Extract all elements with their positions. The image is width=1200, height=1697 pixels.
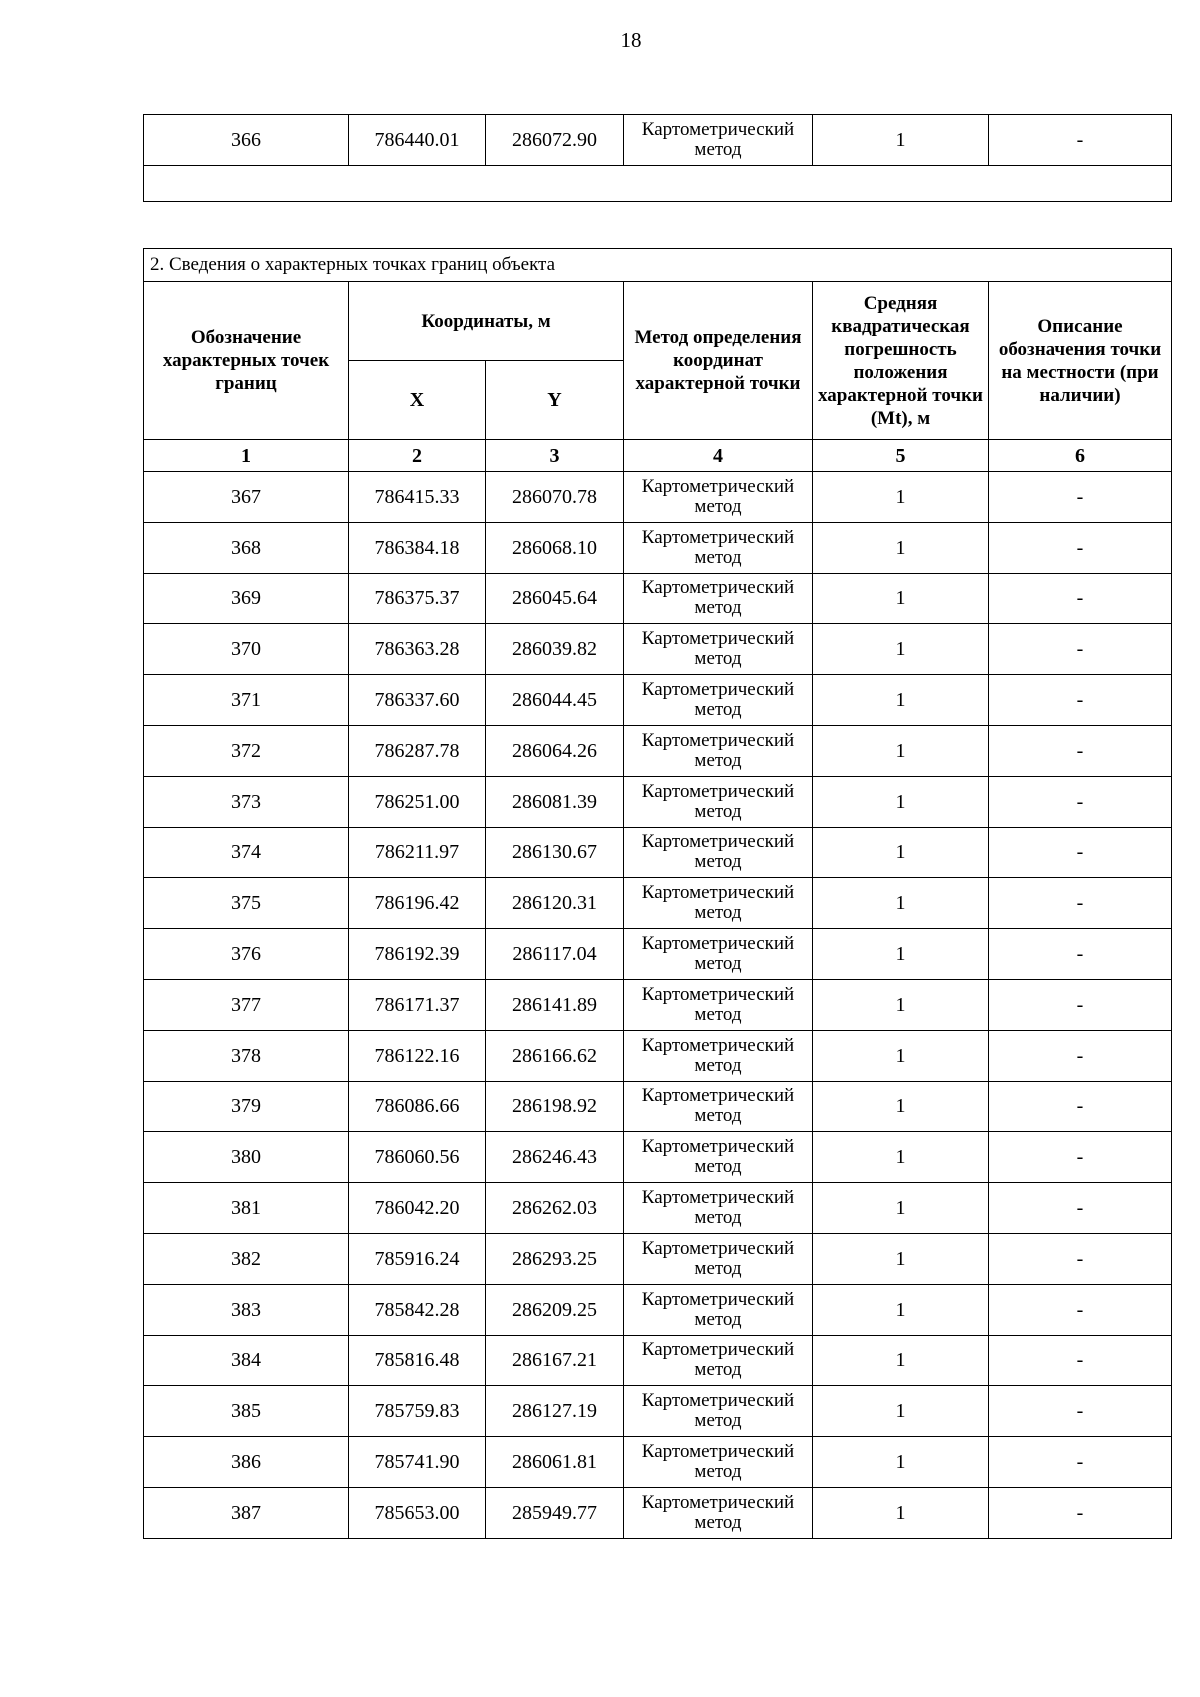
error-cell: 1 xyxy=(813,1030,989,1081)
y-cell: 286293.25 xyxy=(486,1233,624,1284)
table-row xyxy=(144,725,1172,776)
boundary-points-table xyxy=(143,248,1172,1539)
header-x: X xyxy=(349,361,486,440)
x-cell: 786042.20 xyxy=(349,1183,486,1234)
x-cell: 786122.16 xyxy=(349,1030,486,1081)
y-cell: 286061.81 xyxy=(486,1437,624,1488)
method-cell: Картометрический метод xyxy=(624,573,813,624)
error-cell: 1 xyxy=(813,1386,989,1437)
y-cell: 286064.26 xyxy=(486,725,624,776)
error-cell: 1 xyxy=(813,827,989,878)
error-cell: 1 xyxy=(813,979,989,1030)
method-cell: Картометрический метод xyxy=(624,1132,813,1183)
method-cell: Картометрический метод xyxy=(624,1386,813,1437)
point-cell: 372 xyxy=(144,725,349,776)
error-cell: 1 xyxy=(813,624,989,675)
method-cell: Картометрический метод xyxy=(624,1437,813,1488)
y-cell: 286198.92 xyxy=(486,1081,624,1132)
point-cell: 369 xyxy=(144,573,349,624)
empty-cell xyxy=(144,166,1172,202)
y-cell: 285949.77 xyxy=(486,1487,624,1538)
x-cell: 786086.66 xyxy=(349,1081,486,1132)
description-cell: - xyxy=(989,1437,1172,1488)
table-row xyxy=(144,624,1172,675)
header-description: Описание обозначения точки на местности (при наличии) xyxy=(989,282,1172,440)
section-title-row xyxy=(144,249,1172,282)
error-cell: 1 xyxy=(813,725,989,776)
y-cell: 286262.03 xyxy=(486,1183,624,1234)
method-cell: Картометрический метод xyxy=(624,1284,813,1335)
table-row xyxy=(144,522,1172,573)
method-cell: Картометрический метод xyxy=(624,522,813,573)
table-row xyxy=(144,472,1172,523)
point-cell: 367 xyxy=(144,472,349,523)
error-cell: 1 xyxy=(813,1233,989,1284)
description-cell: - xyxy=(989,573,1172,624)
table-row xyxy=(144,1132,1172,1183)
point-cell: 387 xyxy=(144,1487,349,1538)
description-cell: - xyxy=(989,979,1172,1030)
table-row xyxy=(144,1487,1172,1538)
description-cell: - xyxy=(989,1386,1172,1437)
point-cell: 378 xyxy=(144,1030,349,1081)
x-cell: 786060.56 xyxy=(349,1132,486,1183)
y-cell: 286141.89 xyxy=(486,979,624,1030)
point-cell: 380 xyxy=(144,1132,349,1183)
table-row xyxy=(144,979,1172,1030)
table-row xyxy=(144,776,1172,827)
x-cell: 786196.42 xyxy=(349,878,486,929)
y-cell: 286045.64 xyxy=(486,573,624,624)
header-row xyxy=(144,282,1172,361)
point-cell: 386 xyxy=(144,1437,349,1488)
point-cell: 374 xyxy=(144,827,349,878)
header-point: Обозначение характерных точек границ xyxy=(144,282,349,440)
column-number: 4 xyxy=(624,440,813,472)
error-cell: 1 xyxy=(813,522,989,573)
method-cell: Картометрический метод xyxy=(624,827,813,878)
x-cell: 786192.39 xyxy=(349,929,486,980)
table-row xyxy=(144,878,1172,929)
column-number: 3 xyxy=(486,440,624,472)
point-cell: 382 xyxy=(144,1233,349,1284)
method-cell: Картометрический метод xyxy=(624,624,813,675)
y-cell: 286120.31 xyxy=(486,878,624,929)
description-cell: - xyxy=(989,878,1172,929)
table-row xyxy=(144,1183,1172,1234)
x-cell: 786440.01 xyxy=(349,115,486,166)
y-cell: 286130.67 xyxy=(486,827,624,878)
header-coords: Координаты, м xyxy=(349,282,624,361)
method-cell: Картометрический метод xyxy=(624,979,813,1030)
x-cell: 786415.33 xyxy=(349,472,486,523)
table-row xyxy=(144,929,1172,980)
column-number: 5 xyxy=(813,440,989,472)
error-cell: 1 xyxy=(813,878,989,929)
x-cell: 785916.24 xyxy=(349,1233,486,1284)
x-cell: 786337.60 xyxy=(349,675,486,726)
column-number: 2 xyxy=(349,440,486,472)
x-cell: 785842.28 xyxy=(349,1284,486,1335)
error-cell: 1 xyxy=(813,1132,989,1183)
y-cell: 286068.10 xyxy=(486,522,624,573)
description-cell: - xyxy=(989,1487,1172,1538)
y-cell: 286127.19 xyxy=(486,1386,624,1437)
method-cell: Картометрический метод xyxy=(624,1487,813,1538)
error-cell: 1 xyxy=(813,573,989,624)
description-cell: - xyxy=(989,1132,1172,1183)
point-cell: 381 xyxy=(144,1183,349,1234)
error-cell: 1 xyxy=(813,115,989,166)
description-cell: - xyxy=(989,1233,1172,1284)
header-error: Средняя квадратическая погрешность положения характерной точки (Mt), м xyxy=(813,282,989,440)
method-cell: Картометрический метод xyxy=(624,1030,813,1081)
x-cell: 786287.78 xyxy=(349,725,486,776)
x-cell: 786363.28 xyxy=(349,624,486,675)
point-cell: 368 xyxy=(144,522,349,573)
error-cell: 1 xyxy=(813,929,989,980)
table-row xyxy=(144,1335,1172,1386)
x-cell: 786211.97 xyxy=(349,827,486,878)
table-row xyxy=(144,827,1172,878)
description-cell: - xyxy=(989,1284,1172,1335)
table-body xyxy=(144,472,1172,1539)
method-cell: Картометрический метод xyxy=(624,725,813,776)
description-cell: - xyxy=(989,115,1172,166)
description-cell: - xyxy=(989,725,1172,776)
column-number: 6 xyxy=(989,440,1172,472)
table-row xyxy=(144,675,1172,726)
table-row xyxy=(144,1081,1172,1132)
error-cell: 1 xyxy=(813,675,989,726)
y-cell: 286209.25 xyxy=(486,1284,624,1335)
header-y: Y xyxy=(486,361,624,440)
error-cell: 1 xyxy=(813,776,989,827)
error-cell: 1 xyxy=(813,1487,989,1538)
method-cell: Картометрический метод xyxy=(624,1183,813,1234)
x-cell: 786384.18 xyxy=(349,522,486,573)
point-cell: 376 xyxy=(144,929,349,980)
header-method: Метод определения координат характерной точки xyxy=(624,282,813,440)
table-row xyxy=(144,115,1172,166)
column-number-row xyxy=(144,440,1172,472)
x-cell: 786375.37 xyxy=(349,573,486,624)
y-cell: 286039.82 xyxy=(486,624,624,675)
point-cell: 385 xyxy=(144,1386,349,1437)
description-cell: - xyxy=(989,675,1172,726)
error-cell: 1 xyxy=(813,1081,989,1132)
description-cell: - xyxy=(989,776,1172,827)
point-cell: 379 xyxy=(144,1081,349,1132)
y-cell: 286081.39 xyxy=(486,776,624,827)
x-cell: 785653.00 xyxy=(349,1487,486,1538)
method-cell: Картометрический метод xyxy=(624,115,813,166)
table-row xyxy=(144,1030,1172,1081)
method-cell: Картометрический метод xyxy=(624,1081,813,1132)
method-cell: Картометрический метод xyxy=(624,929,813,980)
description-cell: - xyxy=(989,827,1172,878)
point-cell: 373 xyxy=(144,776,349,827)
point-cell: 370 xyxy=(144,624,349,675)
table-row xyxy=(144,1437,1172,1488)
empty-row xyxy=(144,166,1172,202)
description-cell: - xyxy=(989,1081,1172,1132)
table-row xyxy=(144,573,1172,624)
description-cell: - xyxy=(989,929,1172,980)
description-cell: - xyxy=(989,522,1172,573)
error-cell: 1 xyxy=(813,472,989,523)
error-cell: 1 xyxy=(813,1183,989,1234)
error-cell: 1 xyxy=(813,1335,989,1386)
point-cell: 375 xyxy=(144,878,349,929)
continuation-table xyxy=(143,114,1172,202)
method-cell: Картометрический метод xyxy=(624,878,813,929)
table-row xyxy=(144,1284,1172,1335)
point-cell: 377 xyxy=(144,979,349,1030)
y-cell: 286117.04 xyxy=(486,929,624,980)
description-cell: - xyxy=(989,1030,1172,1081)
point-cell: 384 xyxy=(144,1335,349,1386)
description-cell: - xyxy=(989,1335,1172,1386)
x-cell: 785759.83 xyxy=(349,1386,486,1437)
method-cell: Картометрический метод xyxy=(624,1335,813,1386)
x-cell: 785816.48 xyxy=(349,1335,486,1386)
y-cell: 286044.45 xyxy=(486,675,624,726)
y-cell: 286246.43 xyxy=(486,1132,624,1183)
y-cell: 286070.78 xyxy=(486,472,624,523)
x-cell: 785741.90 xyxy=(349,1437,486,1488)
method-cell: Картометрический метод xyxy=(624,1233,813,1284)
method-cell: Картометрический метод xyxy=(624,472,813,523)
section-title: 2. Сведения о характерных точках границ объекта xyxy=(144,249,1172,282)
column-number: 1 xyxy=(144,440,349,472)
description-cell: - xyxy=(989,472,1172,523)
point-cell: 383 xyxy=(144,1284,349,1335)
page-number: 18 xyxy=(620,28,642,52)
description-cell: - xyxy=(989,1183,1172,1234)
point-cell: 371 xyxy=(144,675,349,726)
table-row xyxy=(144,1386,1172,1437)
description-cell: - xyxy=(989,624,1172,675)
y-cell: 286167.21 xyxy=(486,1335,624,1386)
y-cell: 286166.62 xyxy=(486,1030,624,1081)
point-cell: 366 xyxy=(144,115,349,166)
table-row xyxy=(144,1233,1172,1284)
method-cell: Картометрический метод xyxy=(624,776,813,827)
x-cell: 786251.00 xyxy=(349,776,486,827)
method-cell: Картометрический метод xyxy=(624,675,813,726)
x-cell: 786171.37 xyxy=(349,979,486,1030)
y-cell: 286072.90 xyxy=(486,115,624,166)
error-cell: 1 xyxy=(813,1437,989,1488)
error-cell: 1 xyxy=(813,1284,989,1335)
